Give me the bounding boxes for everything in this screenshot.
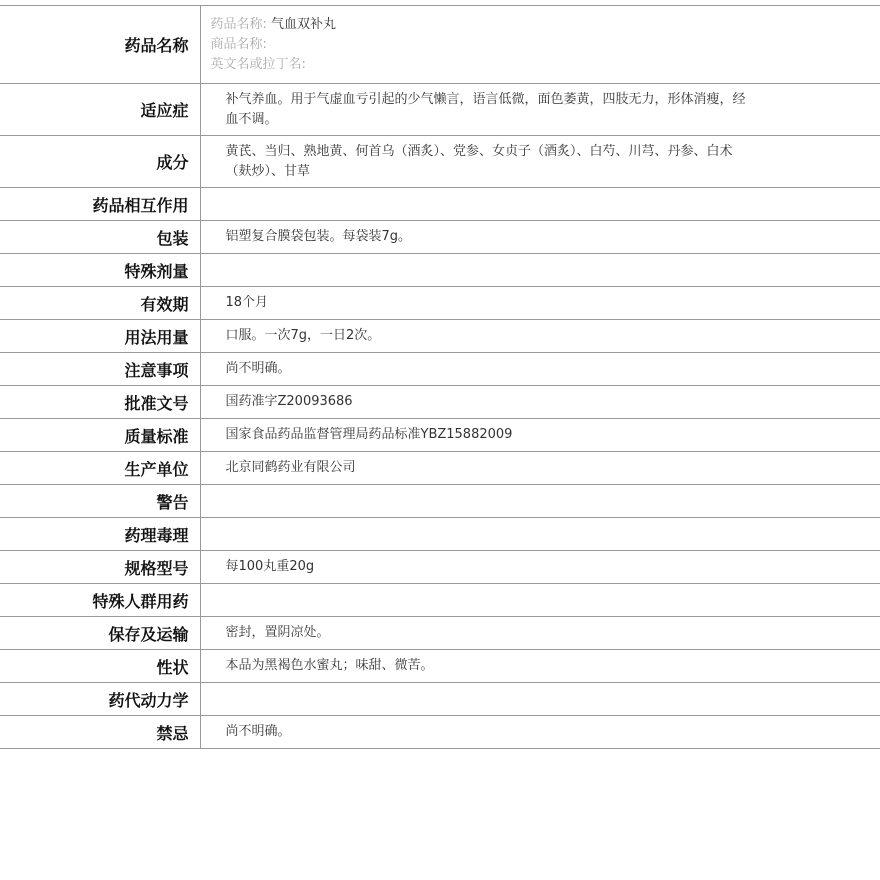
row-quality-standard	[0, 419, 880, 452]
row-label: 警告	[0, 485, 200, 518]
row-specification	[0, 551, 880, 584]
row-label: 用法用量	[0, 320, 200, 353]
row-label: 特殊人群用药	[0, 584, 200, 617]
row-label: 生产单位	[0, 452, 200, 485]
row-drug-name	[0, 6, 880, 84]
row-label: 适应症	[0, 84, 200, 136]
manufacturer-value: 北京同鹤药业有限公司	[200, 452, 880, 485]
row-label: 规格型号	[0, 551, 200, 584]
packaging-value: 铝塑复合膜袋包装。每袋装7g。	[200, 221, 880, 254]
row-manufacturer	[0, 452, 880, 485]
english-name-key: 英文名或拉丁名:	[210, 56, 306, 72]
pharmacology-value	[200, 518, 880, 551]
row-storage	[0, 617, 880, 650]
precautions-value: 尚不明确。	[200, 353, 880, 386]
indications-line-1: 补气养血。用于气虚血亏引起的少气懒言，语言低微，面色萎黄，四肢无力，形体消瘦，经	[225, 91, 746, 107]
drug-name-cell	[200, 6, 880, 84]
usage-value: 口服。一次7g，一日2次。	[200, 320, 880, 353]
quality-standard-value: 国家食品药品监督管理局药品标准YBZ15882009	[200, 419, 880, 452]
row-packaging	[0, 221, 880, 254]
row-label: 药理毒理	[0, 518, 200, 551]
generic-name-value: 气血双补丸	[271, 16, 337, 32]
trade-name-line	[211, 35, 791, 55]
indications-line-2: 血不调。	[225, 111, 278, 127]
row-shelf-life	[0, 287, 880, 320]
row-label: 性状	[0, 650, 200, 683]
special-dosage-value	[200, 254, 880, 287]
row-properties	[0, 650, 880, 683]
storage-value: 密封，置阴凉处。	[200, 617, 880, 650]
ingredients-line-1: 黄芪、当归、熟地黄、何首乌（酒炙）、党参、女贞子（酒炙）、白芍、川芎、丹参、白术	[225, 143, 733, 159]
trade-name-key: 商品名称:	[210, 36, 267, 52]
row-label: 质量标准	[0, 419, 200, 452]
approval-number-value: 国药准字Z20093686	[200, 386, 880, 419]
row-interactions	[0, 188, 880, 221]
generic-name-line	[211, 15, 791, 35]
row-label: 药品名称	[0, 6, 200, 84]
indications-cell	[200, 84, 880, 136]
interactions-value	[200, 188, 880, 221]
pharmacokinetics-value	[200, 683, 880, 716]
english-name-line	[211, 55, 791, 75]
row-pharmacology	[0, 518, 880, 551]
row-special-populations	[0, 584, 880, 617]
row-ingredients	[0, 136, 880, 188]
ingredients-cell	[200, 136, 880, 188]
generic-name-key: 药品名称:	[210, 16, 267, 32]
shelf-life-value: 18个月	[200, 287, 880, 320]
row-label: 注意事项	[0, 353, 200, 386]
row-label: 药品相互作用	[0, 188, 200, 221]
row-label: 批准文号	[0, 386, 200, 419]
row-label: 药代动力学	[0, 683, 200, 716]
properties-value: 本品为黑褐色水蜜丸；味甜、微苦。	[200, 650, 880, 683]
row-precautions	[0, 353, 880, 386]
row-contraindications	[0, 716, 880, 749]
row-label: 特殊剂量	[0, 254, 200, 287]
row-label: 包装	[0, 221, 200, 254]
row-indications	[0, 84, 880, 136]
row-label: 保存及运输	[0, 617, 200, 650]
row-special-dosage	[0, 254, 880, 287]
special-populations-value	[200, 584, 880, 617]
row-warning	[0, 485, 880, 518]
row-usage	[0, 320, 880, 353]
row-approval-number	[0, 386, 880, 419]
warning-value	[200, 485, 880, 518]
ingredients-line-2: （麸炒）、甘草	[225, 163, 311, 179]
row-pharmacokinetics	[0, 683, 880, 716]
row-label: 有效期	[0, 287, 200, 320]
row-label: 成分	[0, 136, 200, 188]
drug-info-table	[0, 5, 880, 749]
contraindications-value: 尚不明确。	[200, 716, 880, 749]
specification-value: 每100丸重20g	[200, 551, 880, 584]
row-label: 禁忌	[0, 716, 200, 749]
